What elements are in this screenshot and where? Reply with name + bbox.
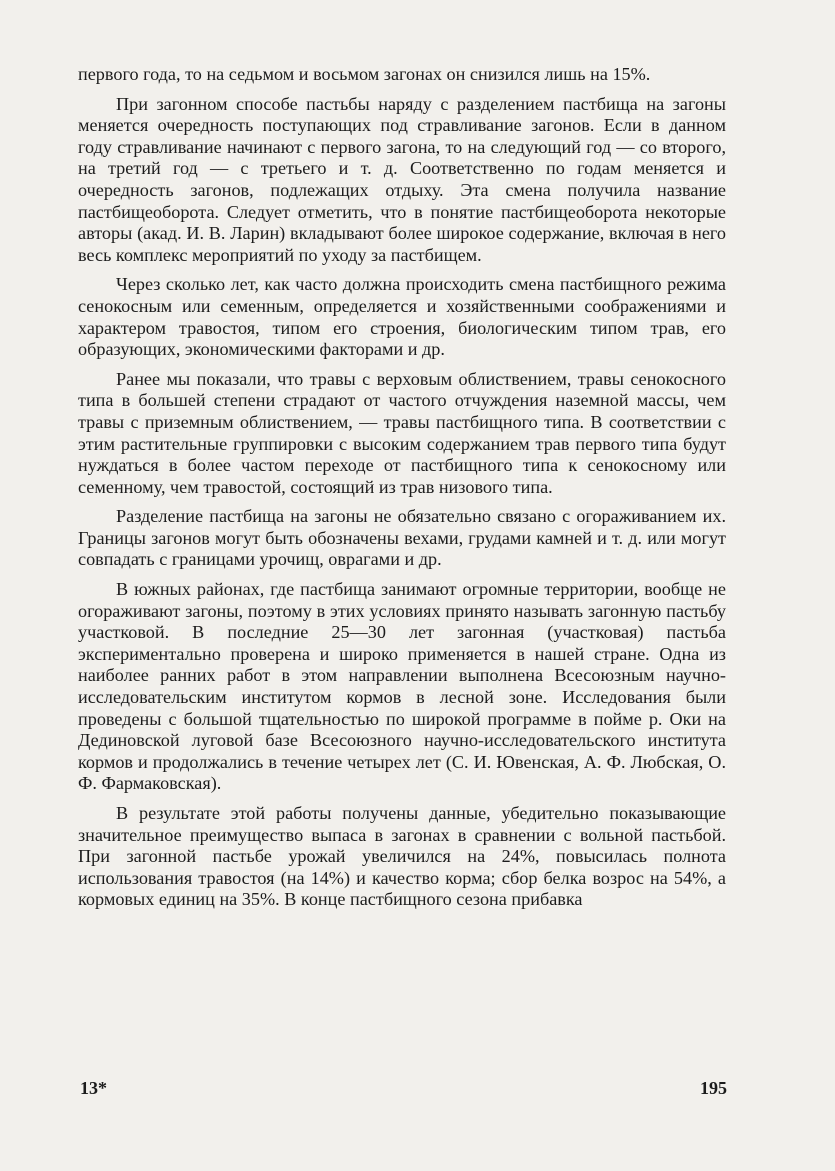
page-number: 195 [700,1078,727,1098]
paragraph-results: В результате этой работы получены данные, убедительно показывающие значительное преимущество выпаса в загонах в сравнении с вольной пастьбой. При загонной пастьбе урожай увеличился на 24%, повысилась полнота использования травостоя (на 14%) и качество корма; сбор белка возрос на 54%, а кормовых единиц на 35%. В конце пастбищного сезона прибавка [78,803,726,910]
page-footer [80,1078,727,1099]
paragraph-fencing: Разделение пастбища на загоны не обязательно связано с огораживанием их. Границы загонов могут быть обозначены вехами, грудами камней и т. д. или могут совпадать с границами урочищ, оврагами и др. [78,506,726,570]
page-text [78,64,726,911]
paragraph-pasture-rotation: При загонном способе пастьбы наряду с разделением пастбища на загоны меняется очередность поступающих под стравливание загонов. Если в данном году стравливание начинают с первого загона, то на следующий год — со второго, на третий год — с третьего и т. д. Соответственно по годам меняется и очередность загонов, подлежащих отдыху. Эта смена получила название пастбищеоборота. Следует отметить, что в понятие пастбищеоборота некоторые авторы (акад. И. В. Ларин) вкладывают более широкое содержание, включая в него весь комплекс мероприятий по уходу за пастбищем. [78,93,726,265]
paragraph-grass-types: Ранее мы показали, что травы с верховым облиствением, травы сенокосного типа в большей степени страдают от частого отчуждения наземной массы, чем травы с приземным облиствением, — травы пастбищного типа. В соответствии с этим растительные группировки с высоким содержанием трав первого типа будут нуждаться в более частом переходе от пастбищного типа к сенокосному или семенному, чем травостой, состоящий из трав низового типа. [78,368,726,497]
paragraph-southern-regions: В южных районах, где пастбища занимают огромные территории, вообще не огораживают загоны, поэтому в этих условиях принято называть загонную пастьбу участковой. В последние 25—30 лет загонная (участковая) пастьба экспериментально проверена и широко применяется в нашей стране. Одна из наиболее ранних работ в этом направлении выполнена Всесоюзным научно-исследовательским институтом кормов в лесной зоне. Исследования были проведены с большой тщательностью по широкой программе в пойме р. Оки на Дединовской луговой базе Всесоюзного научно-исследовательского института кормов и продолжались в течение четырех лет (С. И. Ювенская, А. Ф. Любская, О. Ф. Фармаковская). [78,579,726,794]
paragraph-continuation: первого года, то на седьмом и восьмом загонах он снизился лишь на 15%. [78,64,651,84]
paragraph-regime-change: Через сколько лет, как часто должна происходить смена пастбищного режима сенокосным или семенным, определяется и хозяйственными соображениями и характером травостоя, типом его строения, биологическим типом трав, его образующих, экономическими факторами и др. [78,274,726,360]
signature-mark: 13* [80,1078,107,1098]
